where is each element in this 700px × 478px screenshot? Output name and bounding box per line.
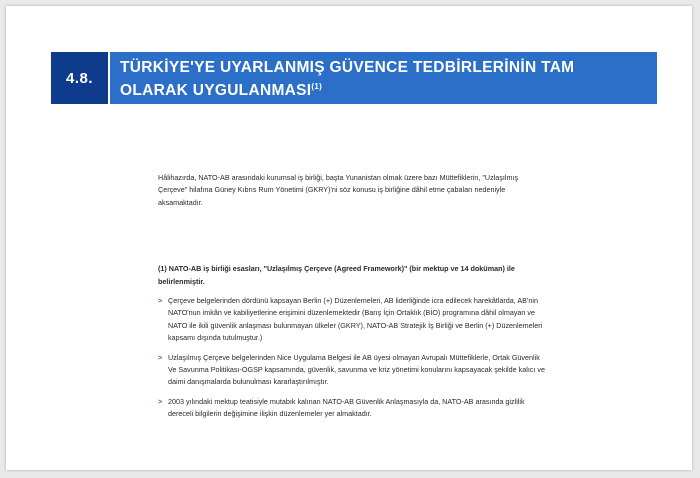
section-title-banner <box>110 52 657 104</box>
section-title-footnote-marker: (1) <box>311 82 323 91</box>
intro-paragraph: Hâlihazırda, NATO-AB arasındaki kurumsal iş birliği, başta Yunanistan olmak üzere bazı Müttefiklerin, "Uzlaşılmış Çerçeve" hilafına Güney Kıbrıs Rum Yönetimi (GKRY)'ni söz konusu iş birliğine dâhil etme çabaları nedeniyle aksamaktadır. <box>158 173 519 207</box>
bullet-item <box>158 352 546 389</box>
bullet-arrow-icon: > <box>158 396 163 406</box>
section-title: TÜRKİYE'YE UYARLANMIŞ GÜVENCE TEDBİRLERİNİN TAM OLARAK UYGULANMASI <box>120 59 575 99</box>
footnote-heading: (1) NATO-AB iş birliği esasları, "Uzlaşılmış Çerçeve (Agreed Framework)" (bir mektup ve 14 doküman) ile belirlenmiştir. <box>158 264 515 286</box>
section-number: 4.8. <box>51 52 108 104</box>
bullet-text: Çerçeve belgelerinden dördünü kapsayan Berlin (+) Düzenlemeleri, AB liderliğinde icra edilecek harekâtlarda, AB'nin NATO'nun imkân ve kabiliyetlerine erişimini düzenlemektedir (Barış İçin Ortaklık (BİO) programına dâhil olmayan ve NATO ile ikili güvenlik anlaşması bulunmayan ülkeler (GKRY), NATO-AB Stratejik İş Birliği ve Berlin (+) Düzenlemeleri kapsamı dışında tutulmuştur.) <box>168 296 543 343</box>
document-page <box>6 6 692 470</box>
bullet-arrow-icon: > <box>158 352 163 362</box>
bullet-item <box>158 295 546 345</box>
bullet-text: 2003 yılındaki mektup teatisiyle mutabık kalınan NATO-AB Güvenlik Anlaşmasıyla da, NATO-AB arasında gizlilik dereceli bilgilerin değişimine ilişkin düzenlemeler yer almaktadır. <box>168 396 525 419</box>
bullet-text: Uzlaşılmış Çerçeve belgelerinden Nice Uygulama Belgesi ile AB üyesi olmayan Avrupalı Müttefiklerle, Ortak Güvenlik Ve Savunma Politikası-OGSP kapsamında, güvenlik, savunma ve kriz yönetimi konularını kapsayacak şekilde kalıcı ve daimi danışmalarda bulunulması kararlaştırılmıştır. <box>168 352 545 387</box>
body-content <box>158 172 546 428</box>
bullet-arrow-icon: > <box>158 296 163 306</box>
bullet-item <box>158 396 546 421</box>
